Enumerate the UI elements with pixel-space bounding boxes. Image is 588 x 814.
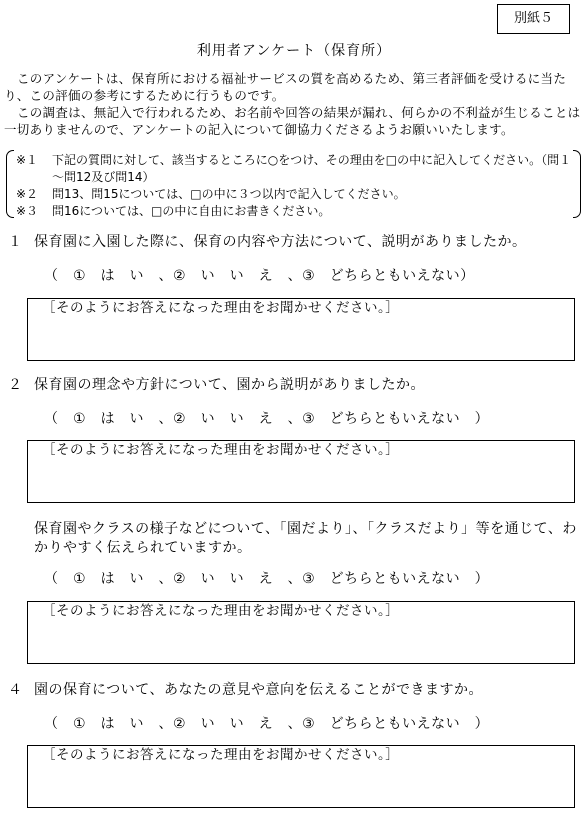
reason-label: ［そのようにお答えになった理由をお聞かせください。］ <box>42 300 400 316</box>
question-2 <box>8 376 584 395</box>
question-number: ４ <box>8 682 23 698</box>
intro-paragraph: このアンケートは、保育所における福祉サービスの質を高めるため、第三者評価を受けるに当たり、この評価の参考にするために行うものです。 <box>4 71 567 103</box>
question-text: 保育園に入園した際に、保育の内容や方法について、説明がありましたか。 <box>34 234 527 250</box>
intro-paragraph: この調査は、無記入で行われるため、お名前や回答の結果が漏れ、何らかの不利益が生じることは一切ありませんので、アンケートの記入について御協力くださるようお願いいたします。 <box>4 105 581 137</box>
right-brace <box>573 150 581 218</box>
note-mark: ※１ <box>16 153 39 167</box>
question-4 <box>8 681 584 700</box>
answer-options-1[interactable]: （ ① は い 、② い い え 、③ どちらともいえない） <box>44 268 475 284</box>
answer-options-2[interactable]: （ ① は い 、② い い え 、③ どちらともいえない ） <box>44 411 490 427</box>
note-item <box>16 203 575 220</box>
left-brace <box>6 150 14 218</box>
note-item <box>16 186 575 203</box>
question-text: 保育園やクラスの様子などについて、「園だより」、「クラスだより」等を通じて、わかりやすく伝えられていますか。 <box>34 521 577 556</box>
page-title: 利用者アンケート（保育所） <box>196 43 392 59</box>
note-mark: ※３ <box>16 204 39 218</box>
reason-label: ［そのようにお答えになった理由をお聞かせください。］ <box>42 603 400 619</box>
note-text: 問16については、□の中に自由にお書きください。 <box>52 204 331 218</box>
reason-box-3[interactable] <box>27 601 575 664</box>
attachment-label: 別紙５ <box>497 4 570 34</box>
reason-label: ［そのようにお答えになった理由をお聞かせください。］ <box>42 442 400 458</box>
question-3 <box>8 520 584 558</box>
question-text: 保育園の理念や方針について、園から説明がありましたか。 <box>34 377 425 393</box>
note-item <box>16 152 575 186</box>
reason-box-1[interactable] <box>27 298 575 361</box>
reason-box-2[interactable] <box>27 440 575 503</box>
question-number: ２ <box>8 377 23 393</box>
note-text: 問13、問15については、□の中に３つ以内で記入してください。 <box>52 187 406 201</box>
reason-box-4[interactable] <box>27 745 575 808</box>
answer-options-4[interactable]: （ ① は い 、② い い え 、③ どちらともいえない ） <box>44 716 490 732</box>
note-text: 下記の質問に対して、該当するところに○をつけ、その理由を□の中に記入してください。（問１～問12及び問14） <box>52 153 572 184</box>
note-mark: ※２ <box>16 187 39 201</box>
reason-label: ［そのようにお答えになった理由をお聞かせください。］ <box>42 747 400 763</box>
intro-text <box>4 70 584 138</box>
answer-options-3[interactable]: （ ① は い 、② い い え 、③ どちらともいえない ） <box>44 571 490 587</box>
question-1 <box>8 233 584 252</box>
question-number: １ <box>8 234 23 250</box>
question-number <box>8 520 34 539</box>
question-text: 園の保育について、あなたの意見や意向を伝えることができますか。 <box>34 682 483 698</box>
instruction-notes <box>6 150 581 220</box>
